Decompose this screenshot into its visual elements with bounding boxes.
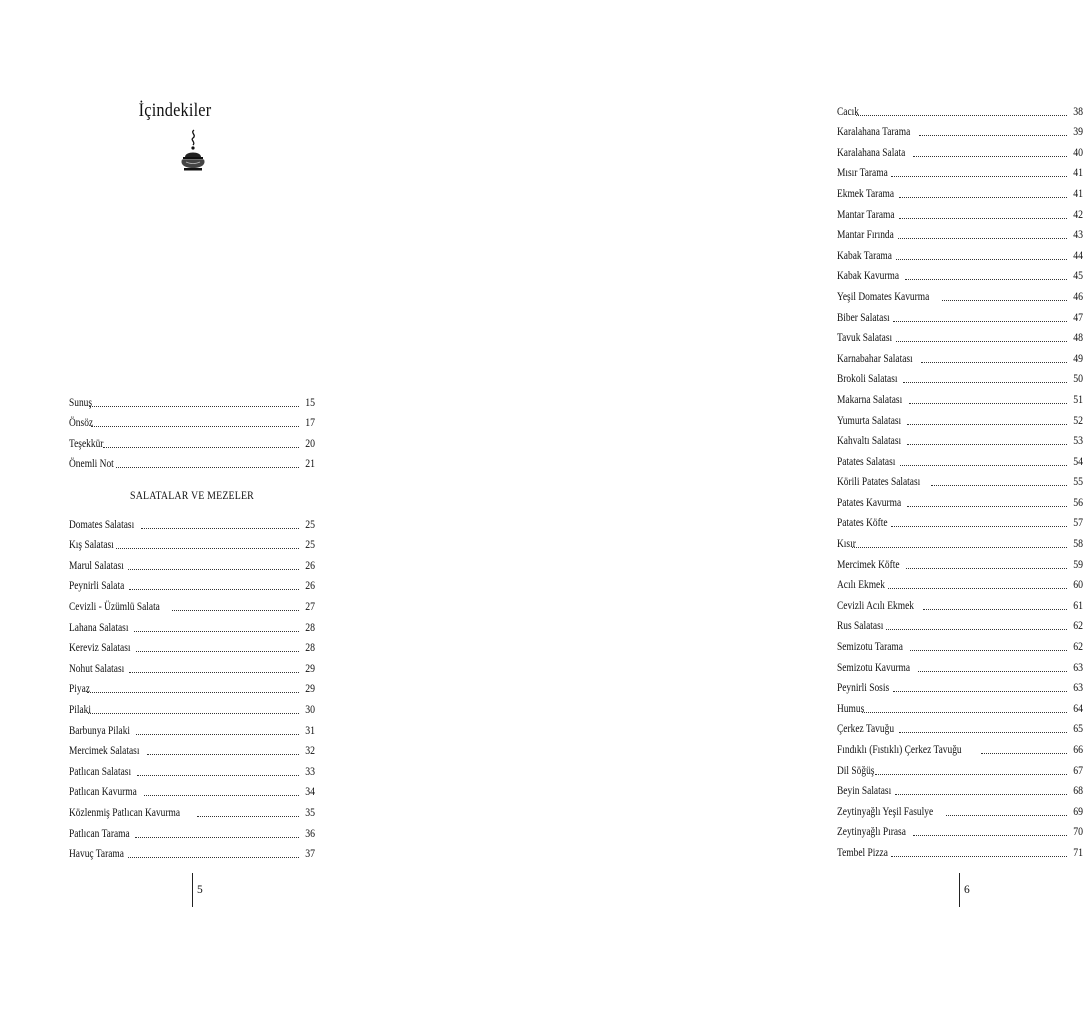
toc-entry-label: Karalahana Tarama [837, 126, 911, 139]
dot-leader [899, 731, 1067, 733]
toc-entry-page: 55 [1073, 476, 1083, 489]
dot-leader [129, 588, 299, 590]
dot-leader [981, 752, 1067, 754]
toc-entry-label: Marul Salatası [69, 559, 124, 572]
toc-entry-page: 49 [1073, 352, 1083, 365]
intro-toc-list [69, 389, 315, 471]
toc-entry-page: 29 [305, 662, 315, 675]
toc-entry [837, 345, 1083, 366]
toc-entry-label: Humus [837, 702, 865, 715]
toc-entry [837, 716, 1083, 737]
toc-entry [837, 633, 1083, 654]
toc-entry-page: 51 [1073, 393, 1083, 406]
toc-entry-page: 63 [1073, 682, 1083, 695]
dot-leader [875, 773, 1067, 775]
dot-leader [862, 711, 1067, 713]
toc-entry [69, 676, 315, 697]
toc-entry-label: Cacık [837, 105, 859, 118]
toc-entry-label: Cevizli Acılı Ekmek [837, 599, 915, 612]
toc-entry [837, 613, 1083, 634]
toc-entry [69, 841, 315, 862]
toc-entry-label: Rus Salatası [837, 620, 884, 633]
dot-leader [895, 793, 1067, 795]
toc-entry-label: Çerkez Tavuğu [837, 723, 895, 736]
dot-leader [893, 320, 1067, 322]
toc-entry-page: 62 [1073, 641, 1083, 654]
toc-entry [837, 160, 1083, 181]
dot-leader [141, 527, 299, 529]
toc-entry-page: 36 [305, 827, 315, 840]
toc-entry-label: Kısır [837, 538, 856, 551]
toc-entry-label: Kabak Tarama [837, 249, 892, 262]
toc-entry-page: 34 [305, 786, 315, 799]
toc-entry-page: 37 [305, 848, 315, 861]
toc-entry-label: Biber Salatası [837, 311, 890, 324]
toc-entry-page: 62 [1073, 620, 1083, 633]
toc-entry-label: Közlenmiş Patlıcan Kavurma [69, 806, 181, 819]
toc-entry-page: 20 [305, 437, 315, 450]
toc-entry-page: 52 [1073, 414, 1083, 427]
toc-entry [69, 593, 315, 614]
toc-entry [837, 386, 1083, 407]
toc-entry-page: 66 [1073, 744, 1083, 756]
toc-entry-page: 56 [1073, 496, 1083, 509]
toc-entry-page: 58 [1073, 538, 1083, 551]
toc-entry [837, 798, 1083, 819]
toc-entry-label: Karnabahar Salatası [837, 352, 913, 365]
dot-leader [923, 608, 1067, 610]
toc-entry [69, 451, 315, 472]
toc-entry [69, 655, 315, 676]
toc-entry-label: Dil Söğüş [837, 764, 875, 777]
toc-entry-label: Semizotu Tarama [837, 641, 903, 654]
toc-entry [837, 325, 1083, 346]
toc-entry [837, 469, 1083, 490]
dot-leader [931, 484, 1067, 486]
toc-entry-label: Cevizli - Üzümlü Salata [69, 600, 160, 613]
toc-entry [837, 510, 1083, 531]
toc-entry-label: Piyaz [69, 683, 90, 696]
toc-entry [837, 819, 1083, 840]
dot-leader [197, 815, 299, 817]
toc-entry-label: Patates Kavurma [837, 496, 902, 509]
toc-entry [837, 201, 1083, 222]
dot-leader [913, 155, 1068, 157]
toc-entry [837, 428, 1083, 449]
toc-entry-label: Tembel Pizza [837, 846, 888, 859]
toc-entry [837, 139, 1083, 160]
toc-entry [837, 757, 1083, 778]
toc-entry-label: Zeytinyağlı Pırasa [837, 826, 906, 839]
toc-entry-label: Kış Salatası [69, 539, 114, 552]
toc-entry-page: 68 [1073, 785, 1083, 798]
dot-leader [906, 567, 1068, 569]
dot-leader [896, 258, 1067, 260]
toc-entry-label: Zeytinyağlı Yeşil Fasulye [837, 805, 934, 818]
toc-entry-page: 45 [1073, 270, 1083, 283]
toc-entry-page: 41 [1073, 167, 1083, 180]
toc-entry-label: Mısır Tarama [837, 167, 888, 180]
toc-entry [69, 552, 315, 573]
toc-entry-page: 63 [1073, 661, 1083, 674]
dot-leader [91, 425, 299, 427]
toc-entry-page: 38 [1073, 105, 1083, 118]
toc-entry-label: Lahana Salatası [69, 621, 129, 634]
toc-entry-label: Havuç Tarama [69, 848, 124, 861]
dot-leader [134, 630, 299, 632]
dot-leader [172, 609, 299, 611]
toc-entry [837, 283, 1083, 304]
toc-entry [69, 389, 315, 410]
dot-leader [896, 340, 1067, 342]
left-page [0, 0, 384, 1024]
toc-entry-label: Sunuş [69, 396, 93, 409]
toc-entry-page: 47 [1073, 311, 1083, 324]
toc-entry-label: Patates Köfte [837, 517, 888, 530]
dot-leader [907, 423, 1067, 425]
toc-entry-page: 61 [1073, 599, 1083, 612]
toc-entry [69, 758, 315, 779]
toc-entry [837, 180, 1083, 201]
toc-entry-page: 26 [305, 559, 315, 572]
toc-entry [837, 778, 1083, 799]
toc-entry-page: 40 [1073, 146, 1083, 159]
dot-leader [116, 547, 299, 549]
dot-leader [856, 114, 1067, 116]
toc-entry-label: Yumurta Salatası [837, 414, 902, 427]
toc-entry-label: Mantar Tarama [837, 208, 895, 221]
toc-entry [837, 592, 1083, 613]
page-number: 5 [192, 873, 203, 907]
toc-entry-label: Peynirli Sosis [837, 682, 890, 695]
toc-entry [69, 532, 315, 553]
toc-entry [69, 799, 315, 820]
dot-leader [900, 464, 1067, 466]
toc-entry-label: Mercimek Salatası [69, 745, 140, 758]
toc-entry-page: 64 [1073, 702, 1083, 715]
dot-leader [913, 834, 1067, 836]
toc-entry-label: Körili Patates Salatası [837, 476, 921, 489]
toc-entry-page: 54 [1073, 455, 1083, 468]
toc-entry [837, 242, 1083, 263]
toc-entry-label: Kereviz Salatası [69, 642, 131, 655]
dot-leader [888, 587, 1067, 589]
toc-entry-page: 59 [1073, 558, 1083, 571]
dot-leader [918, 670, 1067, 672]
toc-entry [837, 839, 1083, 860]
toc-entry-page: 39 [1073, 126, 1083, 139]
toc-entry-page: 48 [1073, 332, 1083, 345]
dot-leader [128, 856, 299, 858]
dot-leader [128, 568, 299, 570]
toc-entry [69, 717, 315, 738]
toc-entry-page: 33 [305, 765, 315, 778]
toc-entry [837, 572, 1083, 593]
toc-entry-label: Pilaki [69, 703, 92, 716]
toc-entry [837, 530, 1083, 551]
toc-entry [69, 635, 315, 656]
toc-entry-label: Brokoli Salatası [837, 373, 898, 386]
toc-entry-page: 46 [1073, 290, 1083, 303]
toc-entry-page: 44 [1073, 249, 1083, 262]
dot-leader [907, 443, 1067, 445]
dot-leader [136, 650, 299, 652]
toc-entry [837, 695, 1083, 716]
toc-entry-label: Önemli Not [69, 458, 114, 471]
toc-entry-page: 25 [305, 518, 315, 531]
dot-leader [910, 649, 1067, 651]
toc-entry [837, 407, 1083, 428]
dot-leader [87, 691, 299, 693]
toc-entry-page: 27 [305, 600, 315, 613]
toc-entry-page: 30 [305, 703, 315, 716]
toc-entry-page: 69 [1073, 805, 1083, 818]
dot-leader [135, 836, 299, 838]
dot-leader [907, 505, 1067, 507]
dot-leader [946, 814, 1067, 816]
toc-entry-page: 70 [1073, 826, 1083, 839]
continued-toc-list [837, 98, 1083, 860]
dot-leader [891, 855, 1067, 857]
toc-entry-label: Ekmek Tarama [837, 187, 895, 200]
toc-entry [69, 511, 315, 532]
dot-leader [116, 466, 299, 468]
dot-leader [903, 381, 1067, 383]
dot-leader [137, 774, 299, 776]
toc-entry [837, 736, 1083, 757]
toc-entry-page: 28 [305, 621, 315, 634]
toc-entry-label: Domates Salatası [69, 518, 135, 531]
toc-entry [69, 820, 315, 841]
toc-entry-label: Makarna Salatası [837, 393, 903, 406]
dot-leader [899, 196, 1067, 198]
dot-leader [891, 525, 1067, 527]
toc-entry [837, 119, 1083, 140]
toc-entry-page: 43 [1073, 229, 1083, 242]
page-number: 6 [959, 873, 970, 907]
toc-entry-page: 42 [1073, 208, 1083, 221]
toc-entry-label: Önsöz [69, 417, 94, 430]
toc-entry [837, 304, 1083, 325]
dot-leader [136, 733, 299, 735]
toc-entry [837, 222, 1083, 243]
toc-entry-label: Mantar Fırında [837, 229, 894, 242]
toc-entry-label: Semizotu Kavurma [837, 661, 911, 674]
toc-entry [69, 614, 315, 635]
toc-entry-label: Peynirli Salata [69, 580, 125, 593]
section-heading: SALATALAR VE MEZELER [130, 490, 254, 502]
toc-entry-page: 29 [305, 683, 315, 696]
dot-leader [89, 405, 299, 407]
toc-entry-page: 35 [305, 806, 315, 819]
toc-entry-label: Beyin Salatası [837, 785, 892, 798]
toc-entry-label: Teşekkür [69, 437, 104, 450]
toc-entry-page: 15 [305, 396, 315, 409]
toc-entry-label: Patlıcan Tarama [69, 827, 130, 840]
toc-entry-label: Kahvaltı Salatası [837, 435, 902, 448]
toc-entry-label: Patlıcan Kavurma [69, 786, 137, 799]
toc-entry [69, 430, 315, 451]
dot-leader [909, 402, 1067, 404]
toc-entry [837, 98, 1083, 119]
dot-leader [88, 712, 299, 714]
toc-entry-page: 53 [1073, 435, 1083, 448]
toc-entry-page: 41 [1073, 187, 1083, 200]
toc-entry-page: 71 [1073, 846, 1083, 859]
dot-leader [921, 361, 1067, 363]
salads-toc-list [69, 511, 315, 861]
toc-entry-label: Fındıklı (Fıstıklı) Çerkez Tavuğu [837, 744, 962, 756]
toc-entry-label: Kabak Kavurma [837, 270, 900, 283]
dot-leader [147, 753, 299, 755]
toc-entry [69, 410, 315, 431]
dot-leader [905, 278, 1067, 280]
toc-entry-page: 26 [305, 580, 315, 593]
toc-entry-label: Mercimek Köfte [837, 558, 900, 571]
toc-entry-label: Patlıcan Salatası [69, 765, 132, 778]
toc-entry [837, 551, 1083, 572]
toc-entry [837, 366, 1083, 387]
toc-entry-page: 28 [305, 642, 315, 655]
toc-entry [837, 675, 1083, 696]
toc-entry-page: 25 [305, 539, 315, 552]
toc-entry-label: Yeşil Domates Kavurma [837, 290, 930, 303]
toc-entry-page: 50 [1073, 373, 1083, 386]
toc-entry [69, 573, 315, 594]
dot-leader [886, 628, 1067, 630]
oil-lamp-icon [178, 128, 208, 172]
dot-leader [129, 671, 299, 673]
toc-entry [69, 696, 315, 717]
toc-entry-page: 32 [305, 745, 315, 758]
toc-entry-page: 57 [1073, 517, 1083, 530]
toc-entry-label: Karalahana Salata [837, 146, 906, 159]
toc-entry-page: 17 [305, 417, 315, 430]
dot-leader [898, 237, 1067, 239]
dot-leader [899, 217, 1067, 219]
toc-entry-label: Tavuk Salatası [837, 332, 893, 345]
toc-entry-page: 65 [1073, 723, 1083, 736]
toc-entry [837, 654, 1083, 675]
toc-entry [69, 738, 315, 759]
toc-entry-label: Patates Salatası [837, 455, 896, 468]
dot-leader [919, 134, 1068, 136]
toc-entry-page: 60 [1073, 579, 1083, 592]
toc-entry-page: 21 [305, 458, 315, 471]
toc-entry [69, 779, 315, 800]
dot-leader [893, 690, 1067, 692]
toc-entry-page: 31 [305, 724, 315, 737]
toc-entry [837, 263, 1083, 284]
toc-entry-label: Acılı Ekmek [837, 579, 885, 592]
dot-leader [891, 175, 1067, 177]
dot-leader [852, 546, 1067, 548]
toc-entry-page: 67 [1073, 764, 1083, 777]
toc-entry [837, 448, 1083, 469]
toc-title: İçindekiler [138, 100, 212, 121]
toc-entry-label: Nohut Salatası [69, 662, 125, 675]
dot-leader [942, 299, 1067, 301]
dot-leader [144, 794, 299, 796]
dot-leader [103, 446, 299, 448]
right-page [384, 0, 1083, 1024]
toc-entry [837, 489, 1083, 510]
toc-entry-label: Barbunya Pilaki [69, 724, 131, 737]
